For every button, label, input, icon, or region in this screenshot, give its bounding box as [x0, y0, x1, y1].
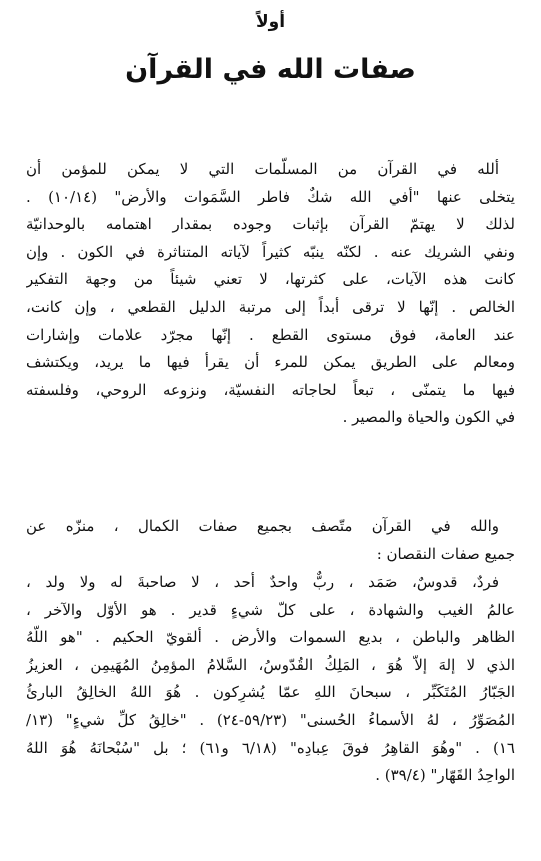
text-line: والله في القرآن متّصف بجميع صفات الكمال ، منزّه عن	[26, 517, 499, 535]
text-line: يتخلى عنها "أفي الله شكٌ فاطر السَّمَوات والأرض" (١٠/١٤) .	[26, 187, 515, 206]
paragraph-attributes-list	[26, 569, 515, 790]
text-line: ١٦) . "وهُوَ القاهِرُ فوقَ عِبادِه" (٦/١٨ و٦١) ؛ بل "سُبْحانَهُ هُوَ اللهُ	[26, 738, 515, 757]
text-line: في الكون والحياة والمصير .	[342, 408, 515, 427]
text-line: فردٌ، قدوسٌ، صَمَد ، ربٌّ واحدٌ أحد ، لا صاحبةَ له ولا ولد ،	[26, 573, 499, 591]
text-line: لذلك لا يهتمّ القرآن بإثبات وجوده بمقدار اهتمامه بالوحدانيّة	[26, 215, 515, 234]
text-line: الواحِدُ القَهّار" (٣٩/٤) .	[375, 766, 515, 785]
text-line: عند العامة، فوق مستوى القطع . إنّها مجرّد علامات وإشارات	[26, 325, 515, 344]
section-number: أولاً	[255, 12, 286, 32]
text-line: كانت هذه الآيات، على كثرتها، لا تعني شيئاً من وجهة التفكير	[26, 270, 515, 289]
paragraph-intro	[26, 156, 515, 432]
chapter-title: صفات الله في القرآن	[125, 54, 416, 85]
text-line: عالمُ الغيب والشهادة ، على كلّ شيءٍ قدير . هو الأوّل والآخر ،	[26, 600, 515, 619]
text-line: ونفي الشريك عنه . لكنّه ينبّه كثيراً لآياته المتناثرة في الكون . وإن	[26, 242, 515, 261]
text-line: الخالص . إنّها لا ترقى أبداً إلى مرتبة الدليل القطعي ، وإن كانت،	[26, 297, 515, 316]
text-line: الجَبّارُ المُتَكَبِّر ، سبحانَ اللهِ عمّا يُشرِكون . هُوَ اللهُ الخالِقُ البارئُ	[26, 683, 515, 702]
paragraph-attributes-intro	[26, 513, 515, 568]
text-line: فيها ما يتمنّى ، تبعاً لحاجاته النفسيّة، ونزوعه الروحي، وفلسفته	[26, 380, 515, 399]
text-line: جميع صفات النقصان :	[376, 544, 515, 563]
text-line: المُصَوِّرُ ، لهُ الأسماءُ الحُسنى" (٥٩/٢٣-٢٤) . "خالِقُ كلِّ شيءٍ" (١٣/	[26, 710, 515, 729]
text-line: الظاهر والباطن ، بديع السموات والأرض . ألقويّ الحكيم . "هو اللّهُ	[26, 628, 515, 647]
text-line: الذي لا إلهَ إلاّ هُوَ ، المَلِكُ القُدّوسُ، السَّلامُ المؤمِنُ المُهَيمِن ، العزيزُ	[26, 655, 515, 674]
text-line: ألله في القرآن من المسلّمات التي لا يمكن للمؤمن أن	[26, 160, 499, 178]
text-line: ومعالم على الطريق يمكن للمرء أن يقرأ فيها ما يريد، ويكتشف	[26, 353, 515, 372]
